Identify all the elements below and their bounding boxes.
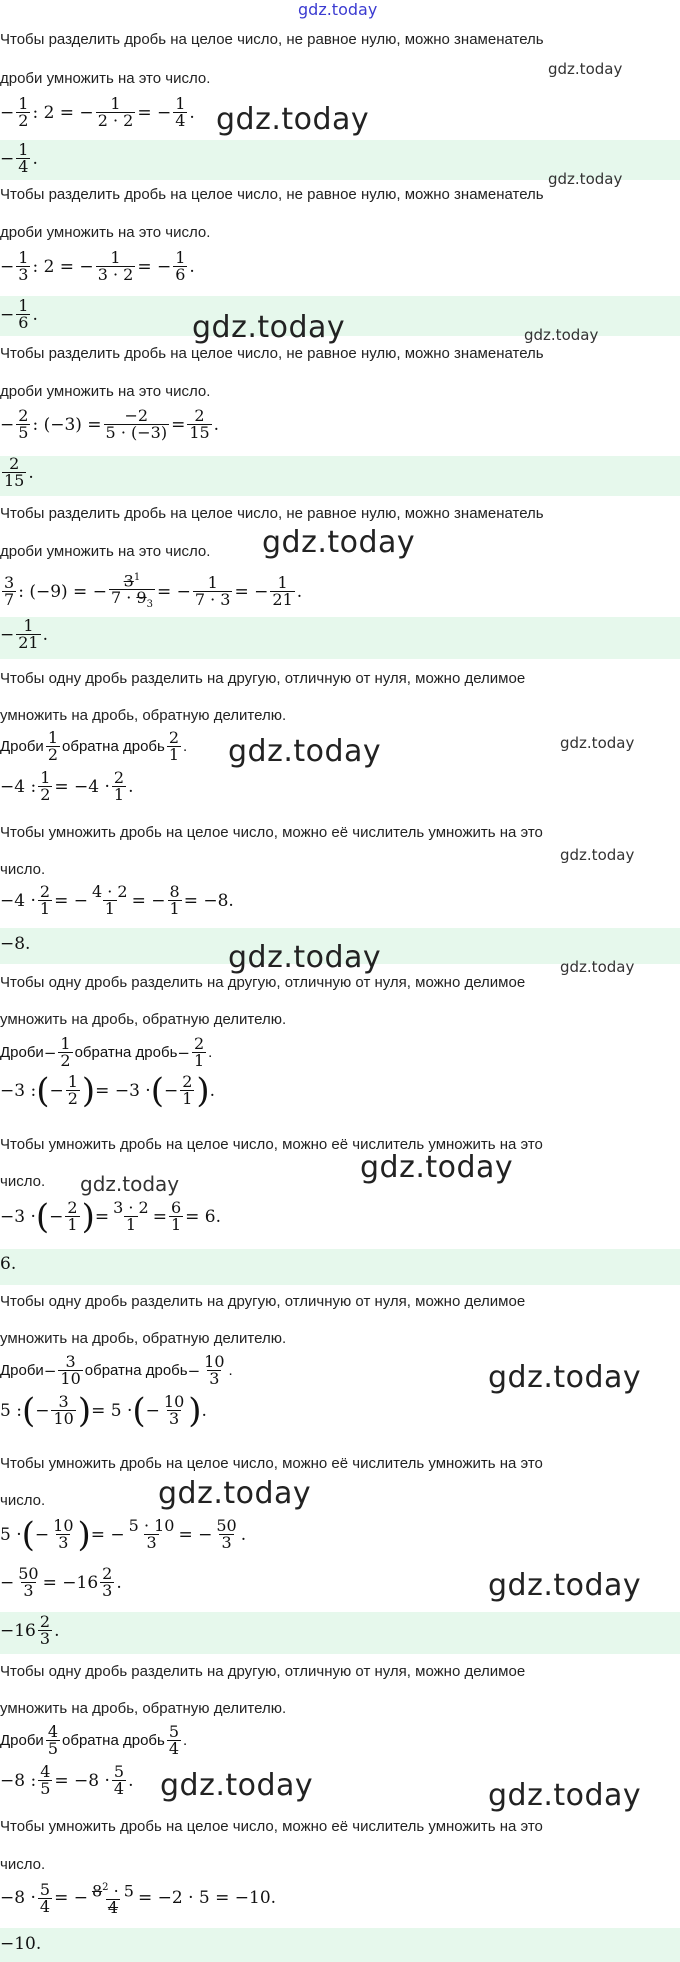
site-link[interactable]: gdz.today — [298, 0, 378, 19]
rule-text: Чтобы одну дробь разделить на другую, отличную от нуля, можно делимое — [0, 1293, 526, 1310]
rule-text: число. — [0, 861, 46, 878]
watermark: gdz.today — [548, 60, 623, 78]
answer-expression: − $\frac{1}{6}$ . — [0, 296, 38, 332]
math-expression: −3 : ( − $\frac{1}{2}$ ) = −3 · ( − $\frac{2}{1}$ ) . — [0, 1070, 216, 1111]
rule-text: Чтобы умножить дробь на целое число, можно её числитель умножить на это — [0, 1136, 543, 1153]
rule-text: умножить на дробь, обратную делителю. — [0, 1700, 287, 1717]
answer-expression: − $\frac{1}{21}$ . — [0, 616, 49, 652]
math-expression: − $\frac{2}{5}$ : (−3) = $\frac{-2}{5 \cdot (-3)}$ = $\frac{2}{15}$ . — [0, 406, 220, 442]
watermark: gdz.today — [192, 310, 346, 345]
answer-band — [0, 1928, 680, 1962]
math-expression: −8 · $\frac{5}{4}$ = − $\frac{8^2 \cdot 5}{4}$ = −2 · 5 = −10. — [0, 1879, 277, 1918]
answer-expression: −10. — [0, 1934, 42, 1954]
watermark: gdz.today — [158, 1476, 312, 1511]
rule-text: число. — [0, 1492, 46, 1509]
math-expression: − $\frac{1}{3}$ : 2 = − $\frac{1}{3 \cdot 2}$ = − $\frac{1}{6}$ . — [0, 248, 195, 284]
answer-expression: $\frac{2}{15}$ . — [4, 454, 34, 490]
math-expression: − $\frac{50}{3}$ = −16 $\frac{2}{3}$ . — [0, 1564, 122, 1600]
answer-band — [0, 617, 680, 659]
rule-text: число. — [0, 1173, 46, 1190]
watermark: gdz.today — [560, 846, 635, 864]
answer-band — [0, 1249, 680, 1285]
watermark: gdz.today — [488, 1360, 642, 1395]
rule-text: умножить на дробь, обратную делителю. — [0, 707, 287, 724]
reciprocal-line: Дроби − $\frac{3}{10}$ обратна дробь − $\frac{10}{3}$ . — [0, 1352, 233, 1388]
watermark: gdz.today — [488, 1778, 642, 1813]
rule-text: Чтобы умножить дробь на целое число, можно её числитель умножить на это — [0, 1818, 543, 1835]
math-expression: −3 · ( − $\frac{2}{1}$ ) = $\frac{3 \cdot 2}{1}$ = $\frac{6}{1}$ = 6. — [0, 1196, 222, 1237]
rule-text: Чтобы разделить дробь на целое число, не равное нулю, можно знаменатель — [0, 31, 544, 48]
math-expression: $\frac{3}{7}$ : (−9) = − $\frac{3^1}{7 \cdot 9_3}$ = − $\frac{1}{7 \cdot 3}$ = − $\frac{1}{21}$ . — [0, 570, 302, 614]
reciprocal-line: Дроби − $\frac{1}{2}$ обратна дробь − $\frac{2}{1}$ . — [0, 1034, 213, 1070]
watermark: gdz.today — [548, 170, 623, 188]
rule-text: Чтобы одну дробь разделить на другую, отличную от нуля, можно делимое — [0, 974, 526, 991]
watermark: gdz.today — [228, 940, 382, 975]
answer-expression: − $\frac{1}{4}$ . — [0, 140, 38, 176]
watermark: gdz.today — [80, 1172, 180, 1196]
watermark: gdz.today — [262, 525, 416, 560]
watermark: gdz.today — [360, 1150, 514, 1185]
answer-band — [0, 456, 680, 496]
reciprocal-line: Дроби $\frac{4}{5}$ обратна дробь $\frac{5}{4}$ . — [0, 1722, 188, 1758]
rule-text: Чтобы разделить дробь на целое число, не равное нулю, можно знаменатель — [0, 505, 544, 522]
math-expression: 5 : ( − $\frac{3}{10}$ ) = 5 · ( − $\frac{10}{3}$ ) . — [0, 1390, 207, 1431]
rule-text: Чтобы одну дробь разделить на другую, отличную от нуля, можно делимое — [0, 670, 526, 687]
rule-text: Чтобы разделить дробь на целое число, не равное нулю, можно знаменатель — [0, 345, 544, 362]
rule-text: дроби умножить на это число. — [0, 224, 211, 241]
watermark: gdz.today — [488, 1568, 642, 1603]
rule-text: дроби умножить на это число. — [0, 543, 211, 560]
answer-expression: −16 $\frac{2}{3}$ . — [0, 1612, 60, 1648]
math-expression: − $\frac{1}{2}$ : 2 = − $\frac{1}{2 \cdot 2}$ = − $\frac{1}{4}$ . — [0, 94, 195, 130]
rule-text: дроби умножить на это число. — [0, 70, 211, 87]
rule-text: дроби умножить на это число. — [0, 383, 211, 400]
watermark: gdz.today — [560, 734, 635, 752]
rule-text: Чтобы одну дробь разделить на другую, отличную от нуля, можно делимое — [0, 1663, 526, 1680]
math-expression: −4 : $\frac{1}{2}$ = −4 · $\frac{2}{1}$ . — [0, 768, 134, 804]
answer-expression: 6. — [0, 1254, 17, 1274]
math-expression: −8 : $\frac{4}{5}$ = −8 · $\frac{5}{4}$ . — [0, 1762, 134, 1798]
watermark: gdz.today — [560, 958, 635, 976]
watermark: gdz.today — [524, 326, 599, 344]
math-expression: −4 · $\frac{2}{1}$ = − $\frac{4 \cdot 2}{1}$ = − $\frac{8}{1}$ = −8. — [0, 882, 234, 918]
rule-text: число. — [0, 1856, 46, 1873]
reciprocal-line: Дроби $\frac{1}{2}$ обратна дробь $\frac{2}{1}$ . — [0, 728, 188, 764]
rule-text: Чтобы разделить дробь на целое число, не равное нулю, можно знаменатель — [0, 186, 544, 203]
rule-text: Чтобы умножить дробь на целое число, можно её числитель умножить на это — [0, 1455, 543, 1472]
rule-text: умножить на дробь, обратную делителю. — [0, 1011, 287, 1028]
answer-band — [0, 1612, 680, 1654]
answer-expression: −8. — [0, 934, 31, 954]
watermark: gdz.today — [216, 102, 370, 137]
rule-text: Чтобы умножить дробь на целое число, можно её числитель умножить на это — [0, 824, 543, 841]
math-expression: 5 · ( − $\frac{10}{3}$ ) = − $\frac{5 \cdot 10}{3}$ = − $\frac{50}{3}$ . — [0, 1514, 247, 1555]
rule-text: умножить на дробь, обратную делителю. — [0, 1330, 287, 1347]
watermark: gdz.today — [228, 734, 382, 769]
watermark: gdz.today — [160, 1768, 314, 1803]
